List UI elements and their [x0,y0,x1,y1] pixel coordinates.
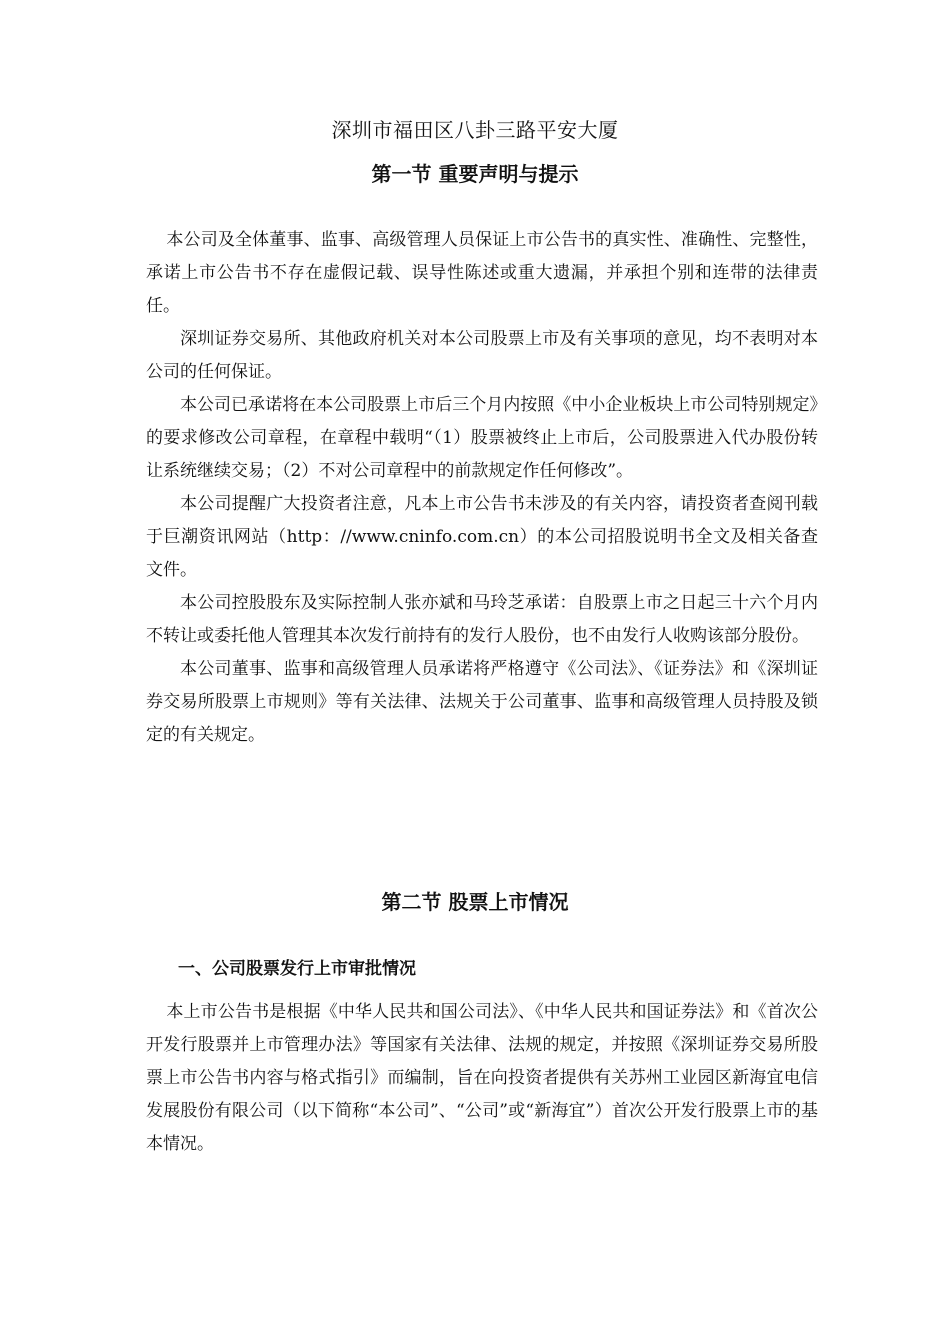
section-1-title: 第一节 重要声明与提示 [371,162,579,186]
paragraph: 本公司提醒广大投资者注意，凡本上市公告书未涉及的有关内容，请投资者查阅刊载于巨潮资讯网站（http：//www.cninfo.com.cn）的本公司招股说明书全文及相关备查文件。 [146,494,818,580]
paragraph: 本公司控股股东及实际控制人张亦斌和马玲芝承诺：自股票上市之日起三十六个月内不转让或委托他人管理其本次发行前持有的发行人股份，也不由发行人收购该部分股份。 [146,593,818,646]
section-2-subheading: 一、公司股票发行上市审批情况 [178,959,416,979]
paragraph: 本公司及全体董事、监事、高级管理人员保证上市公告书的真实性、准确性、完整性，承诺上市公告书不存在虚假记载、误导性陈述或重大遗漏，并承担个别和连带的法律责任。 [146,230,818,316]
section-2-body [146,996,818,1161]
paragraph: 本公司董事、监事和高级管理人员承诺将严格遵守《公司法》、《证券法》和《深圳证券交易所股票上市规则》等有关法律、法规关于公司董事、监事和高级管理人员持股及锁定的有关规定。 [146,659,818,745]
paragraph: 本公司已承诺将在本公司股票上市后三个月内按照《中小企业板块上市公司特别规定》的要求修改公司章程，在章程中载明“（1）股票被终止上市后，公司股票进入代办股份转让系统继续交易；（2）不对公司章程中的前款规定作任何修改”。 [146,395,818,481]
company-address: 深圳市福田区八卦三路平安大厦 [331,118,619,142]
section-2-title: 第二节 股票上市情况 [381,890,569,914]
paragraph: 深圳证券交易所、其他政府机关对本公司股票上市及有关事项的意见，均不表明对本公司的任何保证。 [146,329,818,382]
section-1-body [146,224,818,752]
paragraph: 本上市公告书是根据《中华人民共和国公司法》、《中华人民共和国证券法》和《首次公开发行股票并上市管理办法》等国家有关法律、法规的规定，并按照《深圳证券交易所股票上市公告书内容与格式指引》而编制，旨在向投资者提供有关苏州工业园区新海宜电信发展股份有限公司（以下简称“本公司”、“公司”或“新海宜”）首次公开发行股票上市的基本情况。 [146,1002,818,1154]
